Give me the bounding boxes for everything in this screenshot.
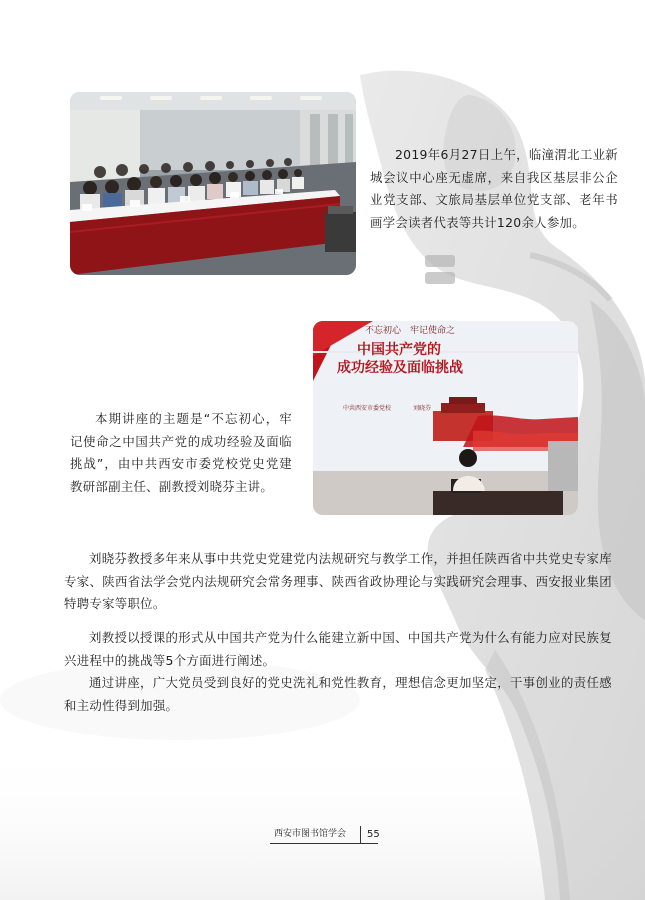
paragraph-event-date: 2019年6月27日上午，临潼渭北工业新城会议中心座无虚席，来自我区基层非公企业党支部、文旅局基层单位党支部、老年书画学会读者代表等共计120余人参加。 bbox=[370, 147, 618, 230]
paragraph-lecture-content: 刘教授以授课的形式从中国共产党为什么能建立新中国、中国共产党为什么有能力应对民族复兴进程中的挑战等5个方面进行阐述。 bbox=[64, 630, 612, 668]
paragraph-speaker-bio: 刘晓芬教授多年来从事中共党史党建党内法规研究与教学工作，并担任陕西省中共党史专家库专家、陕西省法学会党内法规研究会常务理事、陕西省政协理论与实践研究会理事、西安报业集团特聘专家等职位。 bbox=[64, 551, 612, 611]
slide-tagline: 不忘初心 牢记使命之 bbox=[365, 326, 456, 336]
slide-org: 中共西安市委党校 bbox=[343, 405, 392, 412]
page-number: 55 bbox=[360, 826, 380, 843]
conference-room-photo bbox=[70, 92, 356, 275]
slide-title-line1: 中国共产党的 bbox=[357, 342, 441, 358]
slide-speaker: 刘晓芬 bbox=[413, 405, 432, 412]
slide-title-line2: 成功经验及面临挑战 bbox=[337, 360, 463, 376]
footer-organization: 西安市图书馆学会 bbox=[274, 829, 347, 839]
lecture-slide-photo bbox=[313, 321, 578, 515]
paragraph-outcome: 通过讲座，广大党员受到良好的党史洗礼和党性教育，理想信念更加坚定，干事创业的责任感和主动性得到加强。 bbox=[64, 675, 612, 713]
footer-rule bbox=[270, 843, 378, 844]
paragraph-lecture-topic: 本期讲座的主题是“不忘初心，牢记使命之中国共产党的成功经验及面临挑战”，由中共西安市委党校党史党建教研部副主任、副教授刘晓芬主讲。 bbox=[70, 411, 292, 494]
